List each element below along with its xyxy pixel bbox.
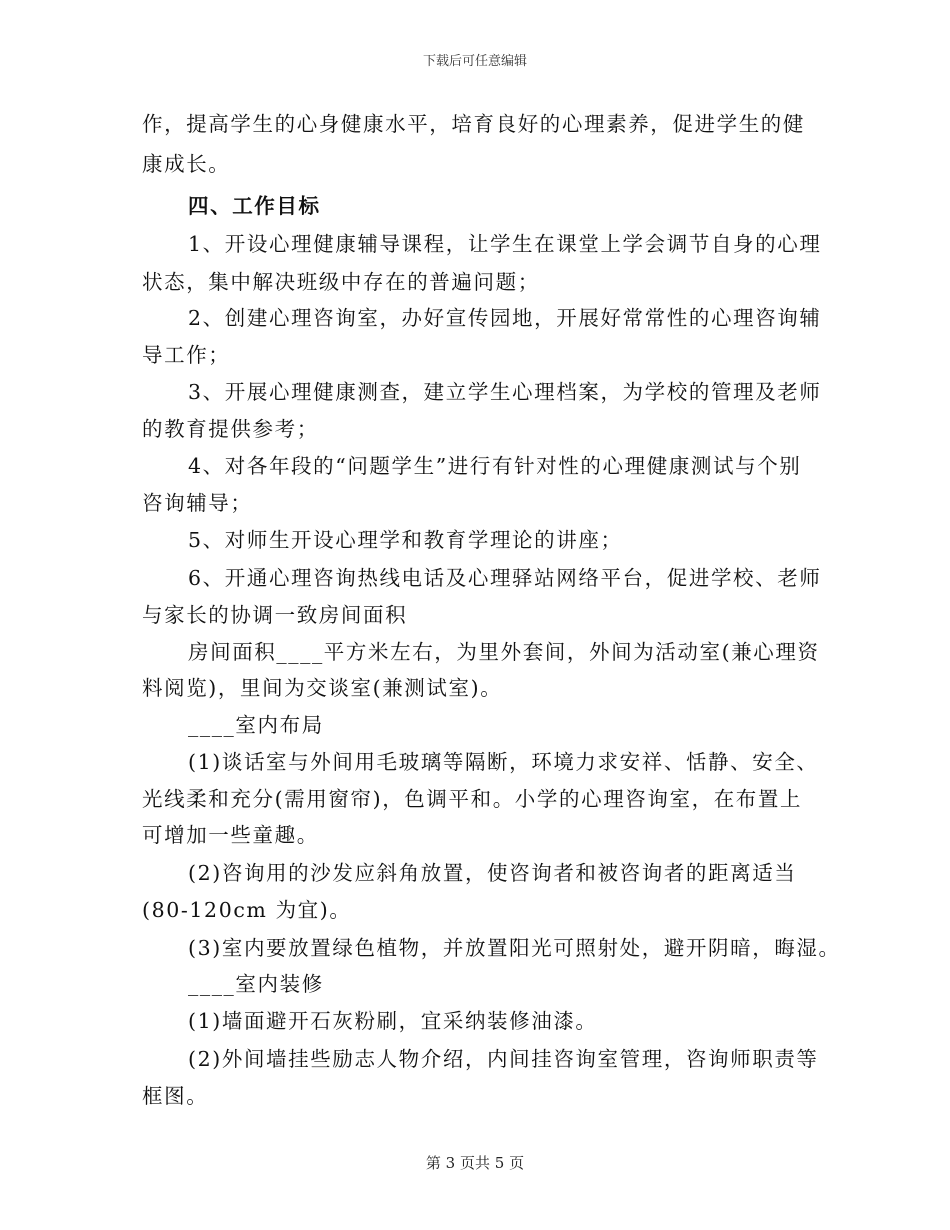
paragraph-line: 状态，集中解决班级中存在的普遍问题； [142, 270, 540, 294]
paragraph-line: 框图。 [142, 1084, 209, 1108]
paragraph-line: 2、创建心理咨询室，办好宣传园地，开展好常常性的心理咨询辅 [188, 306, 822, 330]
paragraph-line: (2)咨询用的沙发应斜角放置，使咨询者和被咨询者的距离适当 [188, 861, 797, 885]
paragraph-line: (3)室内要放置绿色植物，并放置阳光可照射处，避开阴暗，晦湿。 [188, 936, 841, 960]
paragraph-line: (1)墙面避开石灰粉刷，宜采纳装修油漆。 [188, 1009, 598, 1033]
page-header: 下载后可任意编辑 [422, 54, 527, 69]
paragraph-line: 咨询辅导； [142, 491, 253, 515]
paragraph-line: 与家长的协调一致房间面积 [142, 603, 408, 627]
paragraph-line: 3、开展心理健康测查，建立学生心理档案，为学校的管理及老师 [188, 380, 822, 404]
paragraph-line: 康成长。 [142, 152, 231, 176]
paragraph-line: ____室内布局 [188, 713, 324, 737]
paragraph-line: 5、对师生开设心理学和教育学理论的讲座； [188, 528, 623, 552]
paragraph-line: (80-120cm 为宜)。 [142, 898, 352, 922]
paragraph-line: 料阅览)，里间为交谈室(兼测试室)。 [142, 676, 503, 700]
paragraph-line: 4、对各年段的“问题学生”进行有针对性的心理健康测试与个别 [188, 454, 802, 478]
page-footer: 第 3 页共 5 页 [425, 1154, 525, 1172]
paragraph-line: 导工作； [142, 343, 231, 367]
paragraph-line: (1)谈话室与外间用毛玻璃等隔断，环境力求安祥、恬静、安全、 [188, 750, 819, 774]
paragraph-line: ____室内装修 [188, 972, 324, 996]
paragraph-line: 可增加一些童趣。 [142, 823, 319, 847]
paragraph-line: 作，提高学生的心身健康水平，培育良好的心理素养，促进学生的健 [142, 112, 805, 136]
paragraph-line: 6、开通心理咨询热线电话及心理驿站网络平台，促进学校、老师 [188, 566, 822, 590]
section-heading: 四、工作目标 [188, 194, 321, 218]
paragraph-line: 房间面积____平方米左右，为里外套间，外间为活动室(兼心理资 [188, 640, 820, 664]
paragraph-line: 1、开设心理健康辅导课程，让学生在课堂上学会调节自身的心理 [188, 232, 822, 256]
paragraph-line: 光线柔和充分(需用窗帘)，色调平和。小学的心理咨询室，在布置上 [142, 787, 803, 811]
paragraph-line: (2)外间墙挂些励志人物介绍，内间挂咨询室管理，咨询师职责等 [188, 1047, 819, 1071]
paragraph-line: 的教育提供参考； [142, 417, 319, 441]
